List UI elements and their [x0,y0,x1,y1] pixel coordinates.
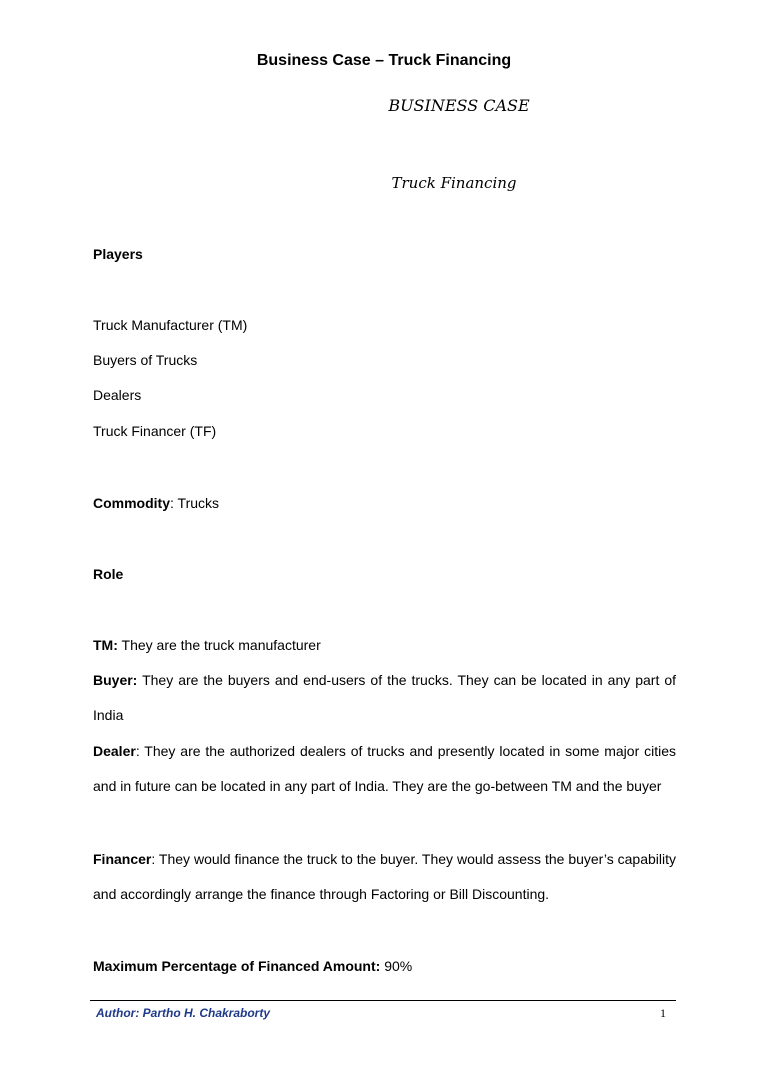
role-financer [93,842,676,912]
commodity-line [93,495,219,511]
main-heading [0,96,768,115]
commodity-label: Commodity [93,495,170,511]
sub-heading-text: Truck Financing [391,174,517,192]
players-title: Players [93,246,143,262]
commodity-value: Trucks [177,495,220,511]
commodity-sep: : [170,495,178,511]
max-financed-label: Maximum Percentage of Financed Amount: [93,958,381,974]
max-financed-line [93,958,412,974]
role-buyer-text: They are the buyers and end-users of the trucks. They can be located in any part of India [93,672,676,723]
max-financed-value: 90% [380,958,413,974]
role-financer-label: Financer [93,851,152,867]
player-item: Truck Financer (TF) [93,423,217,439]
main-heading-text: BUSINESS CASE [388,96,530,115]
role-financer-text: : They would finance the truck to the buyer. They would assess the buyer’s capability and accordingly arrange the finance through Factoring or Bill Discounting. [93,851,676,902]
player-item: Dealers [93,387,142,403]
role-tm-text: They are the truck manufacturer [117,637,321,653]
role-dealer-text: : They are the authorized dealers of trucks and presently located in some major cities and in future can be located in any part of India. They are the go-between TM and the buyer [93,743,676,794]
role-title: Role [93,566,124,582]
role-dealer [93,734,676,804]
role-buyer [93,663,676,733]
role-dealer-label: Dealer [93,743,136,759]
footer-author: Author: Partho H. Chakraborty [96,1006,271,1020]
role-tm-label: TM: [93,637,118,653]
sub-heading [0,174,768,192]
player-item: Truck Manufacturer (TM) [93,317,248,333]
footer-divider [90,1000,676,1001]
header-title: Business Case – Truck Financing [256,52,512,69]
page-number: 1 [660,1006,666,1020]
role-tm [93,628,676,663]
role-buyer-label: Buyer: [93,672,138,688]
player-item: Buyers of Trucks [93,352,198,368]
